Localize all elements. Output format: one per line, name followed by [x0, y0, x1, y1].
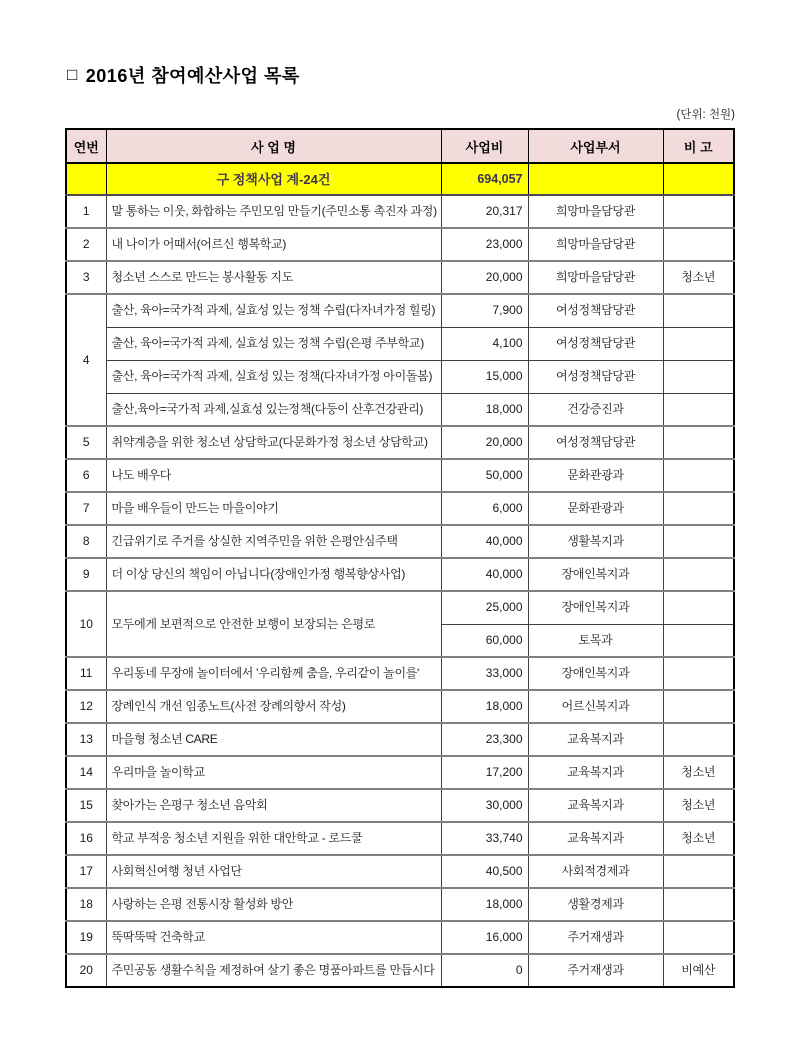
cost-cell: 18,000 — [441, 888, 528, 921]
cost-cell: 50,000 — [441, 459, 528, 492]
table-row — [66, 228, 734, 261]
table-row — [66, 888, 734, 921]
table-row — [66, 723, 734, 756]
row-number-cell: 4 — [66, 294, 106, 426]
project-name-cell: 마을형 청소년 CARE — [106, 723, 441, 756]
dept-cell: 희망마을담당관 — [528, 228, 663, 261]
dept-cell: 장애인복지과 — [528, 591, 663, 624]
project-name-cell: 사회혁신여행 청년 사업단 — [106, 855, 441, 888]
square-bullet-icon: □ — [67, 65, 78, 84]
note-cell — [663, 591, 734, 624]
note-cell — [663, 525, 734, 558]
page-title — [67, 62, 300, 88]
row-number-cell: 13 — [66, 723, 106, 756]
note-cell — [663, 426, 734, 459]
note-cell — [663, 228, 734, 261]
total-row — [66, 163, 734, 195]
table-row — [66, 756, 734, 789]
project-name-cell: 내 나이가 어때서(어르신 행복학교) — [106, 228, 441, 261]
cost-cell: 30,000 — [441, 789, 528, 822]
project-name-cell: 주민공동 생활수칙을 제정하여 살기 좋은 명품아파트를 만듭시다 — [106, 954, 441, 987]
header-row — [66, 129, 734, 163]
total-label-cell: 구 정책사업 계-24건 — [106, 163, 441, 195]
note-cell — [663, 888, 734, 921]
dept-cell: 장애인복지과 — [528, 657, 663, 690]
dept-cell: 건강증진과 — [528, 393, 663, 426]
cost-cell: 18,000 — [441, 690, 528, 723]
row-number-cell: 15 — [66, 789, 106, 822]
total-cost-cell: 694,057 — [441, 163, 528, 195]
cost-cell: 4,100 — [441, 327, 528, 360]
project-name-cell: 출산, 육아=국가적 과제, 실효성 있는 정책 수립(다자녀가정 힐링) — [106, 294, 441, 327]
table-row — [66, 657, 734, 690]
table-row — [66, 591, 734, 624]
project-name-cell: 나도 배우다 — [106, 459, 441, 492]
note-cell — [663, 690, 734, 723]
note-cell — [663, 195, 734, 228]
project-name-cell: 마을 배우들이 만드는 마을이야기 — [106, 492, 441, 525]
row-number-cell: 6 — [66, 459, 106, 492]
table-row — [66, 921, 734, 954]
note-cell — [663, 624, 734, 657]
table-row — [66, 954, 734, 987]
cost-cell: 60,000 — [441, 624, 528, 657]
note-cell — [663, 492, 734, 525]
total-dept-cell — [528, 163, 663, 195]
budget-table — [65, 128, 735, 988]
cost-cell: 40,000 — [441, 525, 528, 558]
dept-cell: 사회적경제과 — [528, 855, 663, 888]
table-row — [66, 261, 734, 294]
note-cell — [663, 360, 734, 393]
note-cell — [663, 459, 734, 492]
note-cell — [663, 723, 734, 756]
cost-cell: 40,000 — [441, 558, 528, 591]
cost-cell: 7,900 — [441, 294, 528, 327]
table-row — [66, 855, 734, 888]
dept-cell: 문화관광과 — [528, 492, 663, 525]
cost-cell: 20,000 — [441, 261, 528, 294]
dept-cell: 장애인복지과 — [528, 558, 663, 591]
cost-cell: 18,000 — [441, 393, 528, 426]
table-row — [66, 525, 734, 558]
project-name-cell: 찾아가는 은평구 청소년 음악회 — [106, 789, 441, 822]
row-number-cell: 5 — [66, 426, 106, 459]
column-header-no: 연번 — [66, 129, 106, 163]
cost-cell: 40,500 — [441, 855, 528, 888]
total-no-cell — [66, 163, 106, 195]
project-name-cell: 학교 부적응 청소년 지원을 위한 대안학교 - 로드쿨 — [106, 822, 441, 855]
column-header-cost: 사업비 — [441, 129, 528, 163]
note-cell — [663, 657, 734, 690]
note-cell — [663, 393, 734, 426]
project-name-cell: 출산, 육아=국가적 과제, 실효성 있는 정책(다자녀가정 아이돌봄) — [106, 360, 441, 393]
dept-cell: 주거재생과 — [528, 921, 663, 954]
note-cell: 청소년 — [663, 822, 734, 855]
row-number-cell: 20 — [66, 954, 106, 987]
row-number-cell: 9 — [66, 558, 106, 591]
row-number-cell: 19 — [66, 921, 106, 954]
table-row — [66, 294, 734, 327]
dept-cell: 생활경제과 — [528, 888, 663, 921]
cost-cell: 16,000 — [441, 921, 528, 954]
table-row — [66, 327, 734, 360]
column-header-name: 사 업 명 — [106, 129, 441, 163]
table-row — [66, 393, 734, 426]
project-name-cell: 더 이상 당신의 책임이 아닙니다(장애인가정 행복향상사업) — [106, 558, 441, 591]
cost-cell: 6,000 — [441, 492, 528, 525]
project-name-cell: 출산, 육아=국가적 과제, 실효성 있는 정책 수립(은평 주부학교) — [106, 327, 441, 360]
cost-cell: 17,200 — [441, 756, 528, 789]
project-name-cell: 긴급위기로 주거를 상실한 지역주민을 위한 은평안심주택 — [106, 525, 441, 558]
note-cell — [663, 294, 734, 327]
row-number-cell: 18 — [66, 888, 106, 921]
note-cell — [663, 558, 734, 591]
row-number-cell: 1 — [66, 195, 106, 228]
note-cell — [663, 327, 734, 360]
dept-cell: 교육복지과 — [528, 789, 663, 822]
cost-cell: 0 — [441, 954, 528, 987]
row-number-cell: 10 — [66, 591, 106, 657]
dept-cell: 교육복지과 — [528, 756, 663, 789]
project-name-cell: 뚝딱뚝딱 건축학교 — [106, 921, 441, 954]
table-header — [66, 129, 734, 163]
row-number-cell: 12 — [66, 690, 106, 723]
cost-cell: 33,740 — [441, 822, 528, 855]
cost-cell: 23,300 — [441, 723, 528, 756]
dept-cell: 교육복지과 — [528, 723, 663, 756]
project-name-cell: 취약계층을 위한 청소년 상담학교(다문화가정 청소년 상담학교) — [106, 426, 441, 459]
dept-cell: 여성정책담당관 — [528, 360, 663, 393]
page-title-text: 2016년 참여예산사업 목록 — [85, 66, 300, 86]
dept-cell: 희망마을담당관 — [528, 261, 663, 294]
table-row — [66, 195, 734, 228]
row-number-cell: 17 — [66, 855, 106, 888]
project-name-cell: 청소년 스스로 만드는 봉사활동 지도 — [106, 261, 441, 294]
dept-cell: 여성정책담당관 — [528, 327, 663, 360]
dept-cell: 문화관광과 — [528, 459, 663, 492]
column-header-dept: 사업부서 — [528, 129, 663, 163]
note-cell: 비예산 — [663, 954, 734, 987]
dept-cell: 여성정책담당관 — [528, 294, 663, 327]
note-cell — [663, 921, 734, 954]
table-row — [66, 426, 734, 459]
table-row — [66, 492, 734, 525]
dept-cell: 어르신복지과 — [528, 690, 663, 723]
cost-cell: 25,000 — [441, 591, 528, 624]
note-cell: 청소년 — [663, 789, 734, 822]
row-number-cell: 14 — [66, 756, 106, 789]
unit-note: (단위: 천원) — [676, 109, 735, 121]
cost-cell: 33,000 — [441, 657, 528, 690]
row-number-cell: 3 — [66, 261, 106, 294]
cost-cell: 15,000 — [441, 360, 528, 393]
project-name-cell: 우리마을 놀이학교 — [106, 756, 441, 789]
row-number-cell: 16 — [66, 822, 106, 855]
cost-cell: 20,000 — [441, 426, 528, 459]
table-row — [66, 459, 734, 492]
dept-cell: 여성정책담당관 — [528, 426, 663, 459]
table-row — [66, 789, 734, 822]
row-number-cell: 11 — [66, 657, 106, 690]
row-number-cell: 7 — [66, 492, 106, 525]
dept-cell: 교육복지과 — [528, 822, 663, 855]
note-cell: 청소년 — [663, 261, 734, 294]
table-row — [66, 822, 734, 855]
project-name-cell: 출산,육아=국가적 과제,실효성 있는정책(다둥이 산후건강관리) — [106, 393, 441, 426]
total-note-cell — [663, 163, 734, 195]
dept-cell: 주거재생과 — [528, 954, 663, 987]
cost-cell: 20,317 — [441, 195, 528, 228]
project-name-cell: 말 통하는 이웃, 화합하는 주민모임 만들기(주민소통 촉진자 과정) — [106, 195, 441, 228]
table-row — [66, 690, 734, 723]
project-name-cell: 장례인식 개선 임종노트(사전 장례의향서 작성) — [106, 690, 441, 723]
table-row — [66, 360, 734, 393]
table-body — [66, 163, 734, 987]
project-name-cell: 모두에게 보편적으로 안전한 보행이 보장되는 은평로 — [106, 591, 441, 657]
dept-cell: 토목과 — [528, 624, 663, 657]
row-number-cell: 2 — [66, 228, 106, 261]
row-number-cell: 8 — [66, 525, 106, 558]
column-header-note: 비 고 — [663, 129, 734, 163]
note-cell — [663, 855, 734, 888]
dept-cell: 희망마을담당관 — [528, 195, 663, 228]
table-row — [66, 558, 734, 591]
note-cell: 청소년 — [663, 756, 734, 789]
dept-cell: 생활복지과 — [528, 525, 663, 558]
cost-cell: 23,000 — [441, 228, 528, 261]
project-name-cell: 우리동네 무장애 놀이터에서 '우리함께 춤을, 우리같이 놀이를' — [106, 657, 441, 690]
project-name-cell: 사랑하는 은평 전통시장 활성화 방안 — [106, 888, 441, 921]
